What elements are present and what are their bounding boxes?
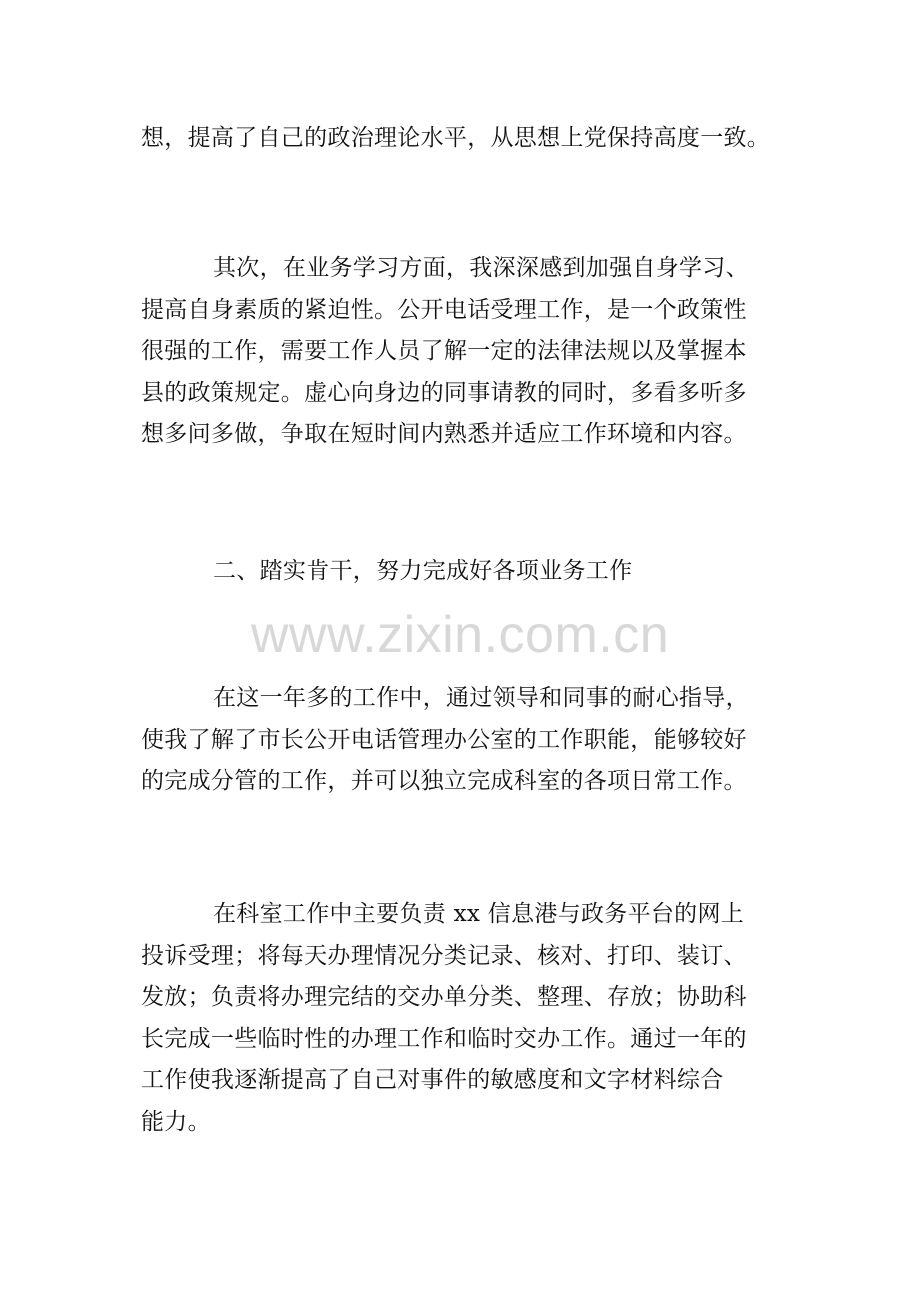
paragraph-line: 发放；负责将办理完结的交办单分类、整理、存放；协助科 — [141, 984, 747, 1010]
paragraph-line: 的完成分管的工作，并可以独立完成科室的各项日常工作。 — [141, 768, 747, 794]
paragraph-line: 使我了解了市长公开电话管理办公室的工作职能，能够较好 — [141, 727, 747, 753]
paragraph-line: 长完成一些临时性的办理工作和临时交办工作。通过一年的 — [141, 1026, 747, 1052]
paragraph-line: 县的政策规定。虚心向身边的同事请教的同时，多看多听多 — [141, 380, 747, 406]
paragraph-line: 能力。 — [141, 1109, 211, 1135]
paragraph-line: 想，提高了自己的政治理论水平，从思想上党保持高度一致。 — [141, 125, 771, 151]
watermark: www.zixin.com.cn — [250, 606, 670, 664]
paragraph-line: 其次，在业务学习方面，我深深感到加强自身学习、 — [213, 255, 749, 281]
paragraph-line: 想多问多做，争取在短时间内熟悉并适应工作环境和内容。 — [141, 421, 747, 447]
paragraph-line: 工作使我逐渐提高了自己对事件的敏感度和文字材料综合 — [141, 1067, 724, 1093]
section-heading: 二、踏实肯干，努力完成好各项业务工作 — [213, 558, 633, 584]
paragraph-line: 提高自身素质的紧迫性。公开电话受理工作，是一个政策性 — [141, 297, 747, 323]
paragraph-line: 很强的工作，需要工作人员了解一定的法律法规以及掌握本 — [141, 338, 747, 364]
paragraph-line: 在这一年多的工作中，通过领导和同事的耐心指导， — [213, 685, 749, 711]
paragraph-line: 投诉受理；将每天办理情况分类记录、核对、打印、装订、 — [141, 943, 747, 969]
paragraph-line: 在科室工作中主要负责 xx 信息港与政务平台的网上 — [213, 901, 745, 927]
